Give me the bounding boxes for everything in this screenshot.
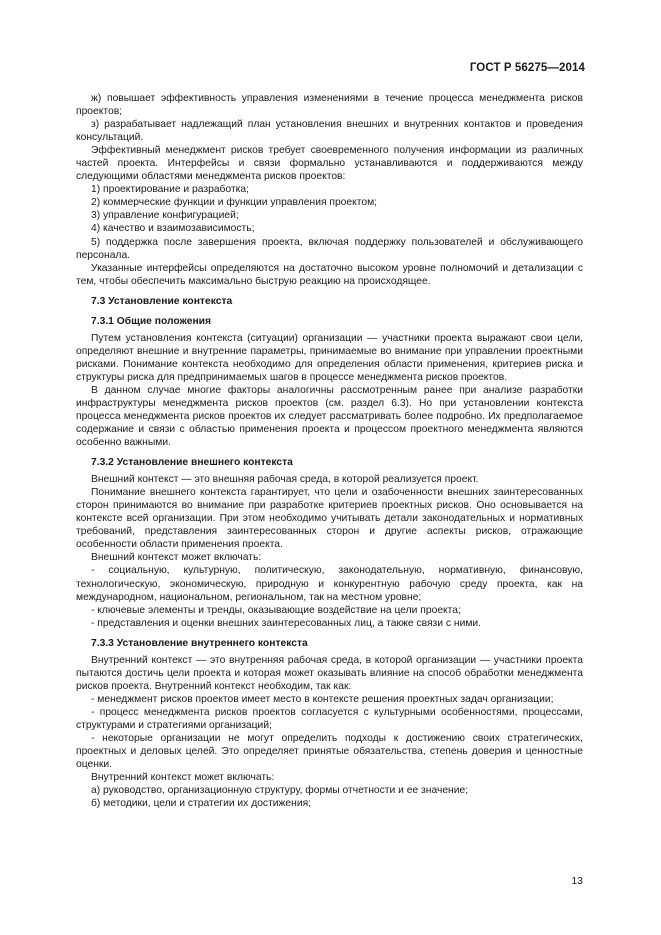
paragraph: Внутренний контекст может включать: [91,772,275,784]
standard-designation: ГОСТ Р 56275—2014 [469,62,585,74]
paragraph: Внешний контекст — это внешняя рабочая среда, в которой реализуется проект. [91,474,479,486]
paragraph: - менеджмент рисков проектов имеет место в контексте решения проектных задач организации; [91,693,554,705]
paragraph: ж) повышает эффективность управления изменениями в течение процесса менеджмента рисков проектов; [76,93,583,118]
paragraph: 4) качество и взаимозависимость; [91,223,255,235]
paragraph: - процесс менеджмента рисков проектов согласуется с культурными особенностями, процессами, структурами и стратегиями организаций; [76,706,583,731]
section-heading: 7.3.1 Общие положения [91,315,211,327]
section-heading: 7.3.2 Установление внешнего контекста [91,457,293,469]
paragraph: - социальную, культурную, политическую, законодательную, нормативную, финансовую, технологическую, экономическую, природную и конкурентную рабочую среду проекта, как на международном, национальном, региональном, так на местном уровне; [76,565,583,603]
paragraph: В данном случае многие факторы аналогичны рассмотренным ранее при анализе разработки инфраструктуры менеджмента рисков проектов (см. раздел 6.3). Но при установлении контекста процесса менеджмента рисков проектов их следует рассматривать более подробно. Их предполагаемое содержание и связи с областью применения проекта и процессом проектного менеджмента являются особенно важными. [76,384,583,449]
section-heading: 7.3 Установление контекста [91,295,233,307]
paragraph: Путем установления контекста (ситуации) организации — участники проекта выражают свои цели, определяют внешние и внутренние параметры, принимаемые во внимание при управлении проектными рисками. Понимание контекста необходимо для определения области применения, критериев риска и структуры риска для предпринимаемых шагов в процессе менеджмента рисков проектов. [76,332,583,383]
paragraph: Эффективный менеджмент рисков требует своевременного получения информации из различных частей проекта. Интерфейсы и связи формально устанавливаются и поддерживаются между следующими областями менеджмента рисков проектов: [76,145,583,183]
paragraph: Внешний контекст может включать: [91,552,262,564]
paragraph: 1) проектирование и разработка; [91,184,249,196]
paragraph: 5) поддержка после завершения проекта, включая поддержку пользователей и обслуживающего персонала. [76,236,583,261]
paragraph: а) руководство, организационную структуру, формы отчетности и ее значение; [91,785,469,797]
paragraph: з) разрабатывает надлежащий план установления внешних и внутренних контактов и проведения консультаций. [76,119,583,144]
paragraph: Указанные интерфейсы определяются на достаточно высоком уровне полномочий и детализации с тем, чтобы обеспечить максимально быструю реакцию на происходящее. [76,262,583,287]
section-heading: 7.3.3 Установление внутреннего контекста [91,637,308,649]
page-number: 13 [571,875,583,887]
paragraph: Внутренний контекст — это внутренняя рабочая среда, в которой организации — участники проекта пытаются достичь цели проекта и которая может оказывать влияние на способ обработки менеджмента рисков проекта. Внутренний контекст необходим, так как: [76,654,583,692]
paragraph: - представления и оценки внешних заинтересованных лиц, а также связи с ними. [91,617,482,629]
paragraph: - некоторые организации не могут определить подходы к достижению своих стратегических, проектных и деловых целей. Это определяет принятые обязательства, степень доверия и ценностные оценки. [76,732,583,771]
paragraph: 2) коммерческие функции и функции управления проектом; [91,197,378,209]
paragraph: 3) управление конфигурацией; [91,210,239,222]
paragraph: б) методики, цели и стратегии их достижения; [91,798,312,810]
paragraph: Понимание внешнего контекста гарантирует, что цели и озабоченности внешних заинтересованных сторон принимаются во внимание при разработке критериев проектных рисков. Оно основывается на контексте всей организации. При этом необходимо учитывать детали законодательных и нормативных требований, представления заинтересованных сторон и другие аспекты рисков, отражающие особенности области применения проекта. [76,487,583,551]
document-body [76,92,583,810]
paragraph: - ключевые элементы и тренды, оказывающие воздействие на цели проекта; [91,604,461,616]
